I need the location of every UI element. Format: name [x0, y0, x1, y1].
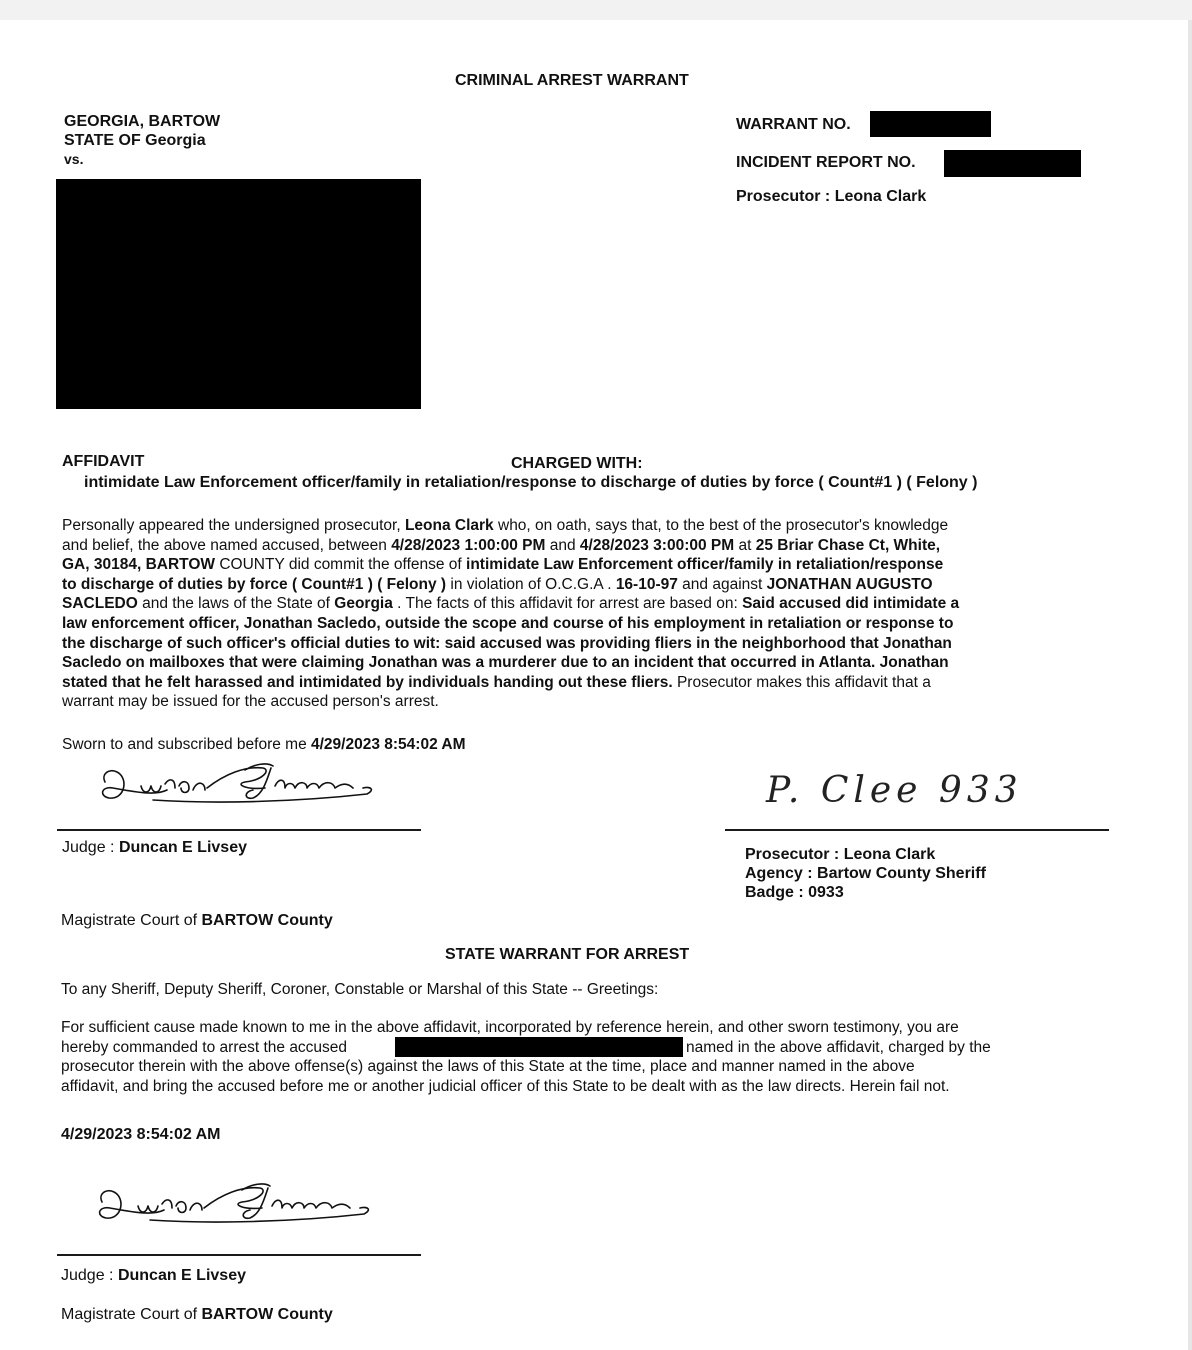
document-title: CRIMINAL ARREST WARRANT	[455, 72, 689, 89]
judge-signature-1	[95, 760, 375, 810]
sworn-line: Sworn to and subscribed before me 4/29/2023 8:54:02 AM	[62, 736, 466, 753]
affidavit-heading: AFFIDAVIT	[62, 453, 145, 470]
affidavit-line-2: and belief, the above named accused, between 4/28/2023 1:00:00 PM and 4/28/2023 3:00:00 PM at 25 Briar Chase Ct, White,	[62, 536, 941, 554]
state-line: STATE OF Georgia	[64, 132, 206, 149]
judge-line-2: Judge : Duncan E Livsey	[61, 1267, 246, 1284]
judge-line-1: Judge : Duncan E Livsey	[62, 839, 247, 856]
redacted-accused-block	[56, 179, 421, 409]
affidavit-line-8: Sacledo on mailboxes that were claiming Jonathan was a murderer due to an incident that occurred in Atlanta. Jonathan	[62, 654, 949, 672]
warrant-date: 4/29/2023 8:54:02 AM	[61, 1126, 221, 1143]
redacted-incident-number	[944, 150, 1081, 177]
redacted-warrant-number	[870, 111, 991, 137]
prosecutor-signature: P. Clee 933	[766, 770, 1023, 811]
badge-label: Badge : 0933	[745, 884, 844, 901]
court-line-2: Magistrate Court of BARTOW County	[61, 1306, 333, 1323]
viewer-top-bar	[0, 0, 1192, 20]
state-warrant-heading: STATE WARRANT FOR ARREST	[445, 946, 690, 963]
affidavit-line-9: stated that he felt harassed and intimidated by individuals handing out these fliers. Prosecutor makes this affidavit that a	[62, 673, 931, 691]
incident-report-label: INCIDENT REPORT NO.	[736, 154, 916, 171]
prosecutor-label: Prosecutor : Leona Clark	[745, 846, 936, 863]
header-prosecutor: Prosecutor : Leona Clark	[736, 188, 927, 205]
affidavit-line-4: to discharge of duties by force ( Count#1 ) ( Felony ) in violation of O.C.G.A . 16-10-97 and against JONATHAN AUGUSTO	[62, 575, 933, 593]
court-line-1: Magistrate Court of BARTOW County	[61, 912, 333, 929]
judge-signature-line-1	[57, 829, 421, 831]
affidavit-line-7: the discharge of such officer's official duties to wit: said accused was providing fliers in the neighborhood that Jonathan	[62, 634, 952, 652]
affidavit-line-3: GA, 30184, BARTOW COUNTY did commit the offense of intimidate Law Enforcement officer/family in retaliation/response	[62, 556, 944, 574]
warrant-line-2a: hereby commanded to arrest the accused	[61, 1039, 348, 1056]
greeting-line: To any Sheriff, Deputy Sheriff, Coroner, Constable or Marshal of this State -- Greetings:	[61, 981, 659, 998]
versus-label: vs.	[64, 151, 84, 167]
viewer-scrollbar[interactable]	[1188, 20, 1192, 1350]
redacted-accused-name	[395, 1037, 683, 1057]
judge-signature-line-2	[57, 1254, 421, 1256]
affidavit-line-1: Personally appeared the undersigned prosecutor, Leona Clark who, on oath, says that, to the best of the prosecutor's knowledge	[62, 517, 949, 534]
prosecutor-signature-line	[725, 829, 1109, 831]
county-line: GEORGIA, BARTOW	[64, 113, 221, 130]
warrant-line-4: affidavit, and bring the accused before me or another judicial officer of this State to be dealt with as the law directs. Herein fail not.	[61, 1078, 950, 1095]
agency-label: Agency : Bartow County Sheriff	[745, 865, 986, 882]
charge-line: intimidate Law Enforcement officer/family in retaliation/response to discharge of duties by force ( Count#1 ) ( Felony )	[84, 474, 978, 491]
affidavit-line-10: warrant may be issued for the accused person's arrest.	[62, 693, 439, 711]
judge-signature-2	[92, 1180, 372, 1230]
warrant-line-3: prosecutor therein with the above offense(s) against the laws of this State at the time, place and manner named in the above	[61, 1058, 915, 1075]
affidavit-line-5: SACLEDO and the laws of the State of Georgia . The facts of this affidavit for arrest are based on: Said accused did intimidate a	[62, 595, 960, 613]
warrant-line-2b: named in the above affidavit, charged by the	[686, 1039, 991, 1056]
warrant-line-1: For sufficient cause made known to me in the above affidavit, incorporated by reference herein, and other sworn testimony, you are	[61, 1019, 959, 1036]
charged-with-heading: CHARGED WITH:	[511, 455, 643, 472]
affidavit-line-6: law enforcement officer, Jonathan Sacledo, outside the scope and course of his employment in retaliation or response to	[62, 615, 954, 632]
warrant-no-label: WARRANT NO.	[736, 116, 851, 133]
